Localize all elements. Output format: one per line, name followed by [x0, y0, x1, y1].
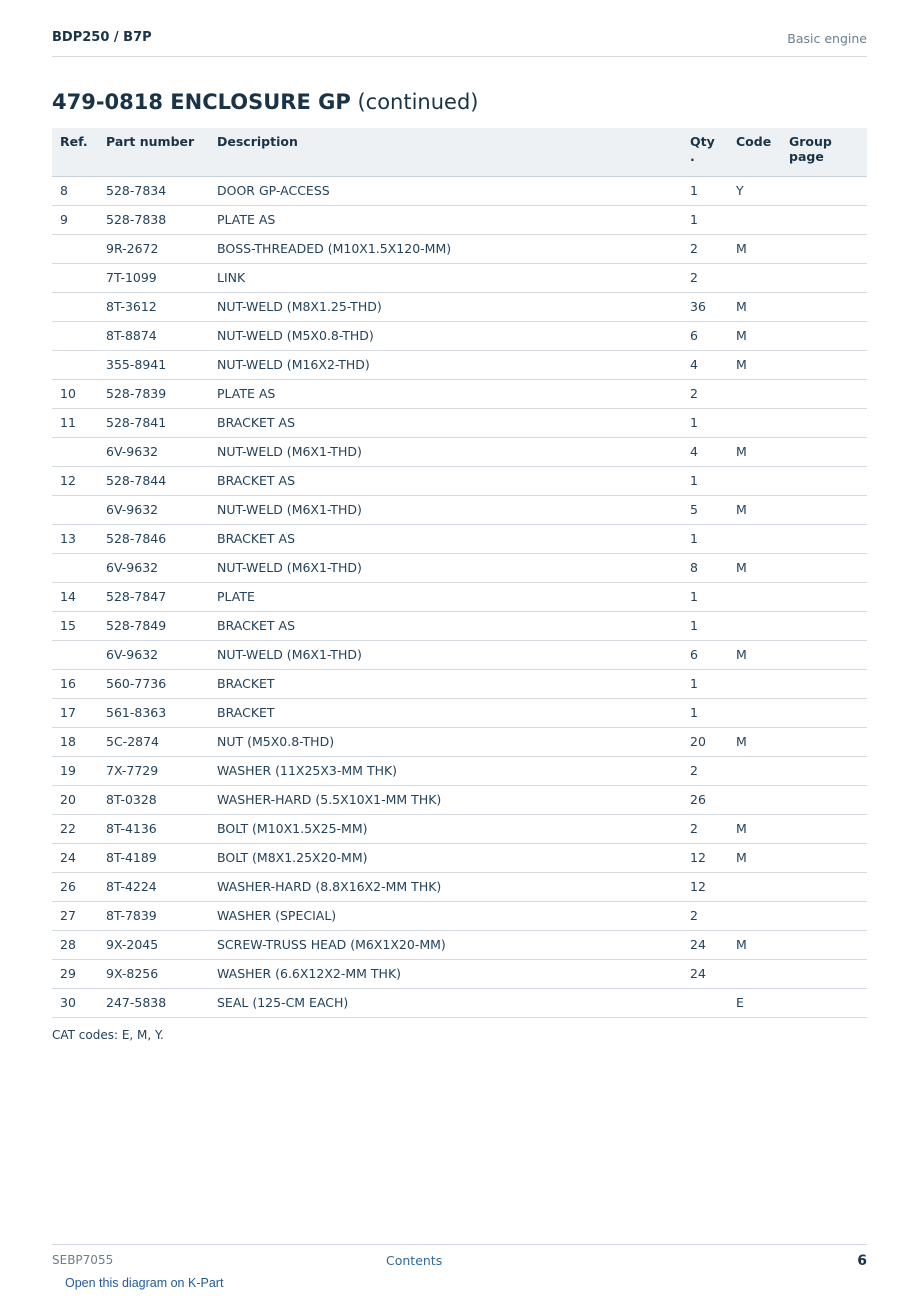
cell-group-page [781, 785, 867, 814]
cell-group-page [781, 727, 867, 756]
cell-group-page [781, 872, 867, 901]
cell-qty: 2 [682, 263, 728, 292]
cell-description: PLATE [209, 582, 682, 611]
cell-group-page [781, 930, 867, 959]
cell-description: BRACKET AS [209, 466, 682, 495]
cell-qty: 2 [682, 901, 728, 930]
cell-group-page [781, 205, 867, 234]
cell-ref [52, 234, 98, 263]
cell-group-page [781, 408, 867, 437]
cell-qty: 1 [682, 408, 728, 437]
contents-link[interactable]: Contents [386, 1253, 443, 1268]
table-row [52, 640, 867, 669]
cell-description: NUT-WELD (M8X1.25-THD) [209, 292, 682, 321]
table-row [52, 379, 867, 408]
title-suffix: (continued) [357, 90, 479, 114]
table-row [52, 437, 867, 466]
cell-qty: 24 [682, 930, 728, 959]
cell-ref: 10 [52, 379, 98, 408]
cell-description: NUT-WELD (M16X2-THD) [209, 350, 682, 379]
cell-ref: 9 [52, 205, 98, 234]
cell-code [728, 205, 781, 234]
table-row [52, 930, 867, 959]
cell-code: M [728, 495, 781, 524]
header-qty: Qty . [682, 128, 728, 176]
header-group-page: Group page [781, 128, 867, 176]
model-label: BDP250 / B7P [52, 30, 152, 45]
table-row [52, 553, 867, 582]
cell-part-number: 528-7844 [98, 466, 209, 495]
table-row [52, 814, 867, 843]
cell-group-page [781, 814, 867, 843]
cell-part-number: 6V-9632 [98, 640, 209, 669]
cell-ref: 12 [52, 466, 98, 495]
cell-description: PLATE AS [209, 379, 682, 408]
cell-qty: 5 [682, 495, 728, 524]
cell-qty: 1 [682, 611, 728, 640]
cell-description: NUT (M5X0.8-THD) [209, 727, 682, 756]
cell-group-page [781, 756, 867, 785]
table-header-row [52, 128, 867, 176]
cell-ref: 22 [52, 814, 98, 843]
cell-qty: 4 [682, 437, 728, 466]
cell-group-page [781, 350, 867, 379]
cell-code: M [728, 640, 781, 669]
cell-group-page [781, 669, 867, 698]
table-row [52, 611, 867, 640]
cell-description: BRACKET AS [209, 408, 682, 437]
cell-group-page [781, 466, 867, 495]
cell-part-number: 6V-9632 [98, 553, 209, 582]
cell-ref [52, 350, 98, 379]
table-row [52, 785, 867, 814]
table-row [52, 698, 867, 727]
cat-codes-note: CAT codes: E, M, Y. [52, 1028, 164, 1042]
cell-code: M [728, 321, 781, 350]
cell-part-number: 528-7841 [98, 408, 209, 437]
cell-code: M [728, 814, 781, 843]
cell-part-number: 8T-4224 [98, 872, 209, 901]
kpart-link[interactable]: Open this diagram on K-Part [65, 1276, 224, 1290]
page-title [52, 90, 478, 114]
cell-ref: 28 [52, 930, 98, 959]
table-row [52, 176, 867, 205]
cell-qty: 4 [682, 350, 728, 379]
cell-part-number: 561-8363 [98, 698, 209, 727]
cell-part-number: 9R-2672 [98, 234, 209, 263]
cell-code: M [728, 234, 781, 263]
cell-part-number: 7T-1099 [98, 263, 209, 292]
cell-code [728, 669, 781, 698]
cell-group-page [781, 553, 867, 582]
section-label: Basic engine [787, 31, 867, 46]
cell-qty: 2 [682, 814, 728, 843]
table-row [52, 234, 867, 263]
cell-code [728, 785, 781, 814]
cell-group-page [781, 321, 867, 350]
cell-description: BRACKET AS [209, 611, 682, 640]
cell-ref [52, 321, 98, 350]
cell-description: NUT-WELD (M5X0.8-THD) [209, 321, 682, 350]
cell-part-number: 355-8941 [98, 350, 209, 379]
cell-code: M [728, 350, 781, 379]
cell-group-page [781, 582, 867, 611]
cell-part-number: 247-5838 [98, 988, 209, 1017]
cell-qty: 36 [682, 292, 728, 321]
table-row [52, 263, 867, 292]
cell-ref: 29 [52, 959, 98, 988]
cell-description: SEAL (125-CM EACH) [209, 988, 682, 1017]
cell-part-number: 8T-3612 [98, 292, 209, 321]
cell-code [728, 872, 781, 901]
cell-code: M [728, 437, 781, 466]
cell-part-number: 6V-9632 [98, 495, 209, 524]
cell-ref: 17 [52, 698, 98, 727]
cell-description: LINK [209, 263, 682, 292]
cell-code: M [728, 843, 781, 872]
cell-description: PLATE AS [209, 205, 682, 234]
cell-code: M [728, 553, 781, 582]
cell-part-number: 528-7839 [98, 379, 209, 408]
cell-group-page [781, 959, 867, 988]
cell-ref [52, 640, 98, 669]
cell-part-number: 5C-2874 [98, 727, 209, 756]
cell-part-number: 8T-7839 [98, 901, 209, 930]
cell-ref [52, 553, 98, 582]
cell-group-page [781, 379, 867, 408]
cell-group-page [781, 437, 867, 466]
cell-ref: 24 [52, 843, 98, 872]
cell-group-page [781, 524, 867, 553]
cell-ref: 11 [52, 408, 98, 437]
cell-qty: 6 [682, 640, 728, 669]
cell-code [728, 756, 781, 785]
cell-description: DOOR GP-ACCESS [209, 176, 682, 205]
cell-code [728, 582, 781, 611]
table-row [52, 669, 867, 698]
cell-qty: 1 [682, 524, 728, 553]
cell-part-number: 7X-7729 [98, 756, 209, 785]
table-row [52, 292, 867, 321]
cell-qty: 8 [682, 553, 728, 582]
cell-qty: 1 [682, 669, 728, 698]
cell-ref: 18 [52, 727, 98, 756]
cell-part-number: 560-7736 [98, 669, 209, 698]
cell-group-page [781, 263, 867, 292]
cell-group-page [781, 988, 867, 1017]
group-title: 479-0818 ENCLOSURE GP [52, 90, 351, 114]
cell-code [728, 959, 781, 988]
cell-qty [682, 988, 728, 1017]
cell-part-number: 9X-2045 [98, 930, 209, 959]
cell-group-page [781, 640, 867, 669]
table-row [52, 495, 867, 524]
cell-ref: 14 [52, 582, 98, 611]
header-part-number: Part number [98, 128, 209, 176]
cell-description: BOLT (M10X1.5X25-MM) [209, 814, 682, 843]
cell-description: BRACKET [209, 669, 682, 698]
cell-ref [52, 495, 98, 524]
cell-ref [52, 263, 98, 292]
cell-ref: 27 [52, 901, 98, 930]
header-description: Description [209, 128, 682, 176]
table-row [52, 582, 867, 611]
cell-code [728, 524, 781, 553]
cell-code [728, 611, 781, 640]
cell-qty: 12 [682, 843, 728, 872]
table-row [52, 756, 867, 785]
cell-group-page [781, 495, 867, 524]
cell-qty: 1 [682, 582, 728, 611]
cell-code: Y [728, 176, 781, 205]
cell-ref [52, 292, 98, 321]
cell-description: WASHER (11X25X3-MM THK) [209, 756, 682, 785]
cell-qty: 20 [682, 727, 728, 756]
table-row [52, 524, 867, 553]
cell-group-page [781, 234, 867, 263]
cell-ref: 8 [52, 176, 98, 205]
cell-description: NUT-WELD (M6X1-THD) [209, 640, 682, 669]
cell-part-number: 528-7838 [98, 205, 209, 234]
document-id: SEBP7055 [52, 1253, 114, 1267]
cell-group-page [781, 176, 867, 205]
table-row [52, 959, 867, 988]
table-row [52, 901, 867, 930]
cell-ref: 16 [52, 669, 98, 698]
cell-group-page [781, 901, 867, 930]
cell-code: M [728, 727, 781, 756]
cell-description: WASHER-HARD (8.8X16X2-MM THK) [209, 872, 682, 901]
cell-description: BRACKET AS [209, 524, 682, 553]
cell-group-page [781, 843, 867, 872]
cell-code [728, 408, 781, 437]
cell-code [728, 379, 781, 408]
cell-qty: 6 [682, 321, 728, 350]
cell-ref: 30 [52, 988, 98, 1017]
cell-part-number: 528-7834 [98, 176, 209, 205]
table-row [52, 872, 867, 901]
parts-table [52, 128, 867, 1018]
cell-part-number: 8T-4189 [98, 843, 209, 872]
cell-description: WASHER (SPECIAL) [209, 901, 682, 930]
cell-ref: 26 [52, 872, 98, 901]
cell-qty: 1 [682, 176, 728, 205]
cell-description: NUT-WELD (M6X1-THD) [209, 553, 682, 582]
cell-ref: 15 [52, 611, 98, 640]
cell-description: BOLT (M8X1.25X20-MM) [209, 843, 682, 872]
table-row [52, 321, 867, 350]
table-row [52, 205, 867, 234]
page-number: 6 [857, 1253, 867, 1269]
cell-group-page [781, 292, 867, 321]
cell-part-number: 528-7846 [98, 524, 209, 553]
cell-part-number: 528-7849 [98, 611, 209, 640]
cell-code [728, 698, 781, 727]
cell-qty: 2 [682, 234, 728, 263]
cell-qty: 2 [682, 379, 728, 408]
table-row [52, 408, 867, 437]
parts-table-body [52, 176, 867, 1017]
cell-code [728, 901, 781, 930]
cell-description: BOSS-THREADED (M10X1.5X120-MM) [209, 234, 682, 263]
cell-code [728, 466, 781, 495]
cell-code: M [728, 930, 781, 959]
cell-ref [52, 437, 98, 466]
table-row [52, 843, 867, 872]
cell-description: WASHER-HARD (5.5X10X1-MM THK) [209, 785, 682, 814]
page-footer [52, 1244, 867, 1275]
cell-ref: 19 [52, 756, 98, 785]
cell-description: SCREW-TRUSS HEAD (M6X1X20-MM) [209, 930, 682, 959]
cell-part-number: 8T-8874 [98, 321, 209, 350]
header-ref: Ref. [52, 128, 98, 176]
cell-qty: 1 [682, 698, 728, 727]
cell-code: E [728, 988, 781, 1017]
cell-part-number: 8T-0328 [98, 785, 209, 814]
cell-part-number: 6V-9632 [98, 437, 209, 466]
cell-qty: 1 [682, 466, 728, 495]
header-code: Code [728, 128, 781, 176]
cell-ref: 20 [52, 785, 98, 814]
cell-description: NUT-WELD (M6X1-THD) [209, 495, 682, 524]
cell-part-number: 8T-4136 [98, 814, 209, 843]
cell-description: BRACKET [209, 698, 682, 727]
table-row [52, 466, 867, 495]
cell-qty: 26 [682, 785, 728, 814]
cell-description: NUT-WELD (M6X1-THD) [209, 437, 682, 466]
cell-qty: 1 [682, 205, 728, 234]
cell-description: WASHER (6.6X12X2-MM THK) [209, 959, 682, 988]
cell-part-number: 528-7847 [98, 582, 209, 611]
cell-part-number: 9X-8256 [98, 959, 209, 988]
cell-qty: 2 [682, 756, 728, 785]
table-row [52, 350, 867, 379]
cell-code [728, 263, 781, 292]
cell-ref: 13 [52, 524, 98, 553]
cell-group-page [781, 611, 867, 640]
table-row [52, 727, 867, 756]
cell-qty: 24 [682, 959, 728, 988]
cell-code: M [728, 292, 781, 321]
cell-qty: 12 [682, 872, 728, 901]
table-row [52, 988, 867, 1017]
page-header [52, 28, 867, 57]
cell-group-page [781, 698, 867, 727]
